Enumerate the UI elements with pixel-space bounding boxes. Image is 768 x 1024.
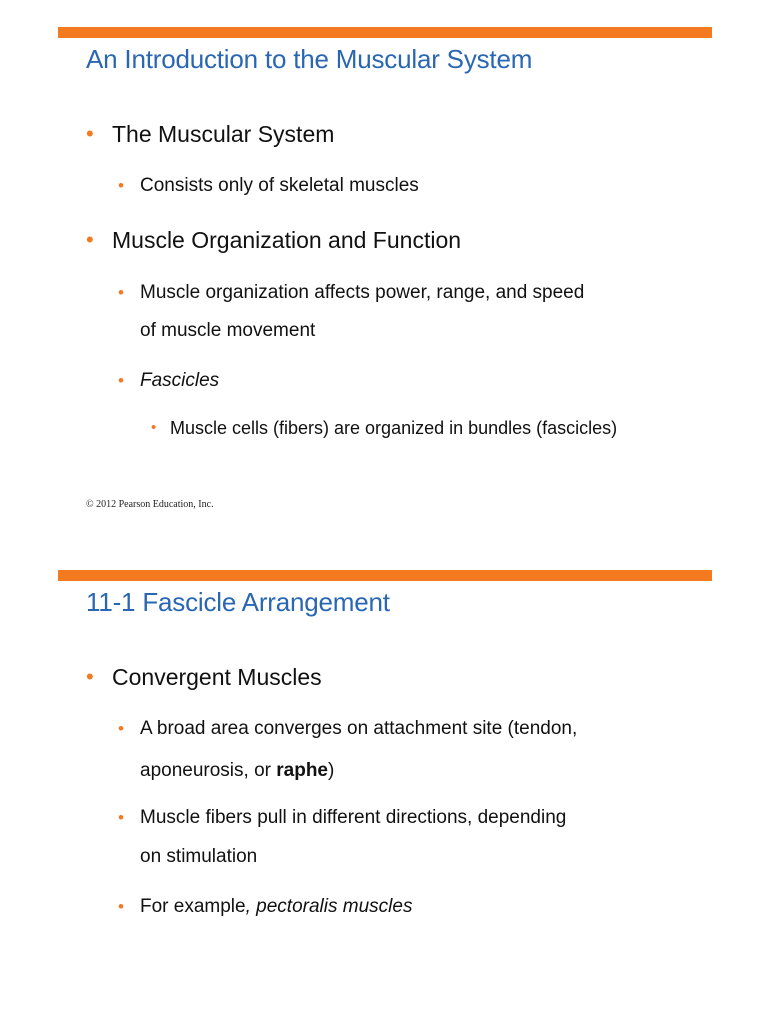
bullet-level1 <box>86 115 335 153</box>
bullet-text: aponeurosis, or <box>140 760 277 781</box>
bullet-level2 <box>118 888 413 926</box>
bullet-text: on stimulation <box>140 846 258 867</box>
bullet-icon: • <box>118 283 124 302</box>
italic-term: , pectoralis muscles <box>245 896 413 917</box>
bullet-icon: • <box>118 808 124 827</box>
bullet-text: The Muscular System <box>112 121 335 147</box>
bold-term: raphe <box>276 760 328 781</box>
slide-title: An Introduction to the Muscular System <box>86 44 533 74</box>
bullet-level1 <box>86 221 462 259</box>
bullet-icon: • <box>118 371 124 390</box>
bullet-icon: • <box>86 227 94 252</box>
bullet-level2 <box>118 799 567 837</box>
slide-2 <box>0 540 768 1024</box>
bullet-text: ) <box>328 760 335 781</box>
copyright-notice: © 2012 Pearson Education, Inc. <box>86 499 214 510</box>
bullet-text: For example <box>140 896 246 917</box>
bullet-level1 <box>86 658 322 696</box>
bullet-icon: • <box>86 121 94 146</box>
bullet-continuation <box>140 312 315 350</box>
bullet-text: of muscle movement <box>140 320 316 341</box>
bullet-text: Muscle cells (fibers) are organized in bundles (fascicles) <box>170 418 618 438</box>
bullet-continuation <box>140 838 257 876</box>
bullet-text: Muscle Organization and Function <box>112 227 462 253</box>
bullet-level3 <box>151 409 618 447</box>
bullet-icon: • <box>118 897 124 916</box>
bullet-icon: • <box>151 419 157 436</box>
bullet-text: A broad area converges on attachment site (tendon, <box>140 718 578 739</box>
accent-bar <box>58 570 712 581</box>
bullet-icon: • <box>118 719 124 738</box>
bullet-icon: • <box>118 176 124 195</box>
bullet-text: Convergent Muscles <box>112 664 322 690</box>
bullet-level2 <box>118 274 585 312</box>
bullet-text: Muscle fibers pull in different directions, depending <box>140 807 567 828</box>
bullet-text: Muscle organization affects power, range, and speed <box>140 282 585 303</box>
accent-bar <box>58 27 712 38</box>
bullet-level2 <box>118 167 419 205</box>
bullet-text: Consists only of skeletal muscles <box>140 175 419 196</box>
bullet-icon: • <box>86 664 94 689</box>
bullet-text: Fascicles <box>140 370 220 391</box>
bullet-continuation <box>140 752 334 790</box>
slide-title: 11-1 Fascicle Arrangement <box>86 587 390 617</box>
bullet-level2 <box>118 710 578 748</box>
bullet-level2 <box>118 362 220 400</box>
